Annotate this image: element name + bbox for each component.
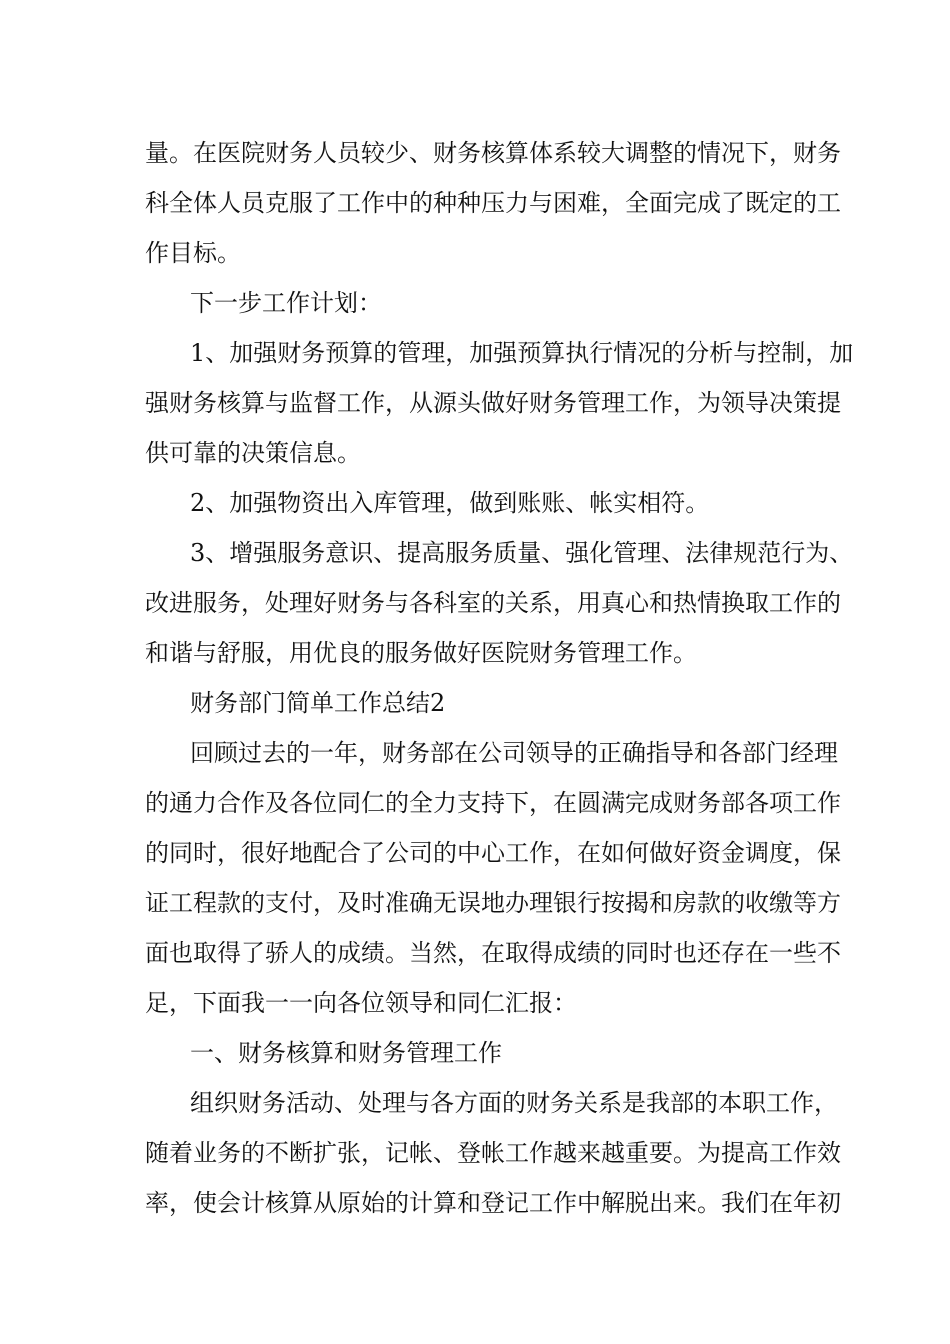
- section-heading: 一、财务核算和财务管理工作: [190, 1039, 502, 1067]
- text-line: 1、加强财务预算的管理，加强预算执行情况的分析与控制，加: [190, 339, 854, 367]
- text-line: 2、加强物资出入库管理，做到账账、帐实相符。: [190, 489, 710, 517]
- text-line: 作目标。: [145, 239, 241, 267]
- text-line: 随着业务的不断扩张，记帐、登帐工作越来越重要。为提高工作效: [145, 1139, 841, 1167]
- text-line: 组织财务活动、处理与各方面的财务关系是我部的本职工作，: [190, 1089, 838, 1117]
- text-line: 的通力合作及各位同仁的全力支持下，在圆满完成财务部各项工作: [145, 789, 841, 817]
- text-line: 供可靠的决策信息。: [145, 439, 361, 467]
- section-heading: 下一步工作计划：: [190, 289, 382, 317]
- text-line: 科全体人员克服了工作中的种种压力与困难，全面完成了既定的工: [145, 189, 841, 217]
- text-line: 率，使会计核算从原始的计算和登记工作中解脱出来。我们在年初: [145, 1189, 841, 1217]
- text-line: 3、增强服务意识、提高服务质量、强化管理、法律规范行为、: [190, 539, 854, 567]
- text-line: 量。在医院财务人员较少、财务核算体系较大调整的情况下，财务: [145, 139, 841, 167]
- text-line: 证工程款的支付，及时准确无误地办理银行按揭和房款的收缴等方: [145, 889, 841, 917]
- text-line: 的同时，很好地配合了公司的中心工作，在如何做好资金调度，保: [145, 839, 841, 867]
- text-line: 面也取得了骄人的成绩。当然，在取得成绩的同时也还存在一些不: [145, 939, 841, 967]
- document-subtitle: 财务部门简单工作总结2: [190, 689, 446, 717]
- text-line: 强财务核算与监督工作，从源头做好财务管理工作，为领导决策提: [145, 389, 841, 417]
- text-line: 和谐与舒服，用优良的服务做好医院财务管理工作。: [145, 639, 697, 667]
- text-line: 改进服务，处理好财务与各科室的关系，用真心和热情换取工作的: [145, 589, 841, 617]
- text-line: 足，下面我一一向各位领导和同仁汇报：: [145, 989, 577, 1017]
- text-line: 回顾过去的一年，财务部在公司领导的正确指导和各部门经理: [190, 739, 838, 767]
